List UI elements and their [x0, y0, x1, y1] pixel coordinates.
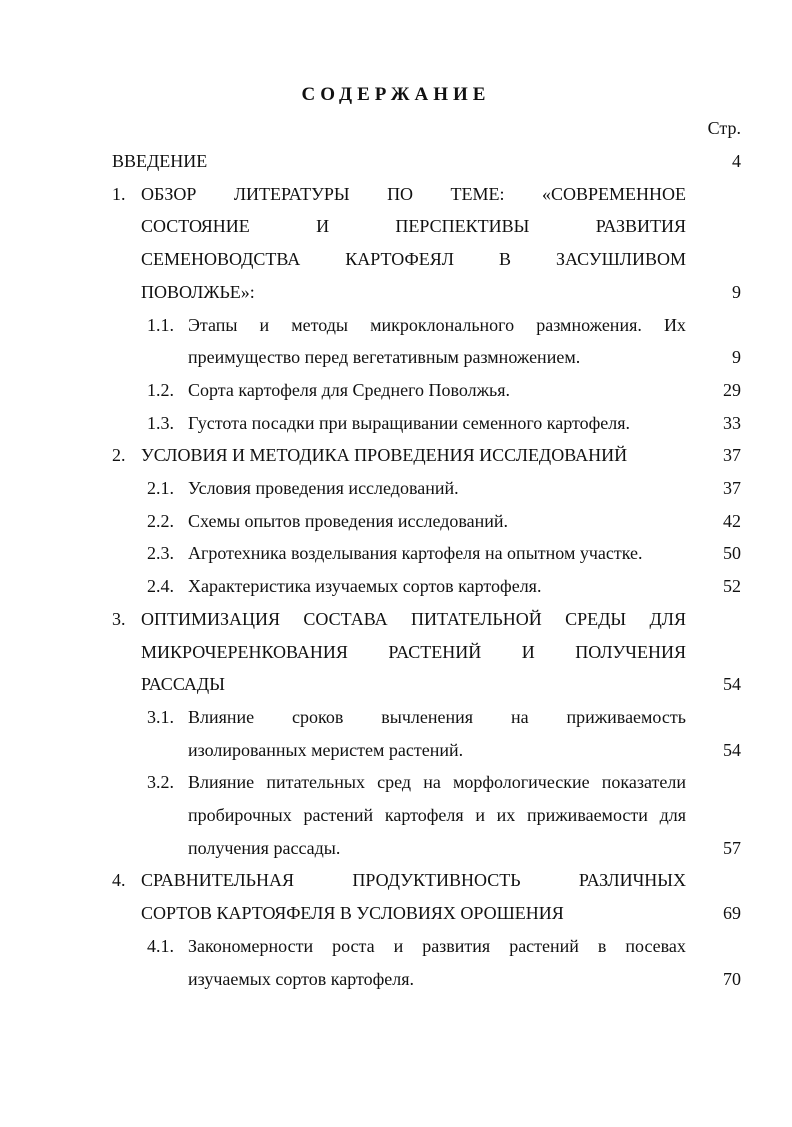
word: РАСТЕНИЙ: [388, 641, 482, 662]
word: и: [393, 935, 404, 956]
toc-entry-page: 37: [723, 445, 741, 466]
word: ОПТИМИЗАЦИЯ: [141, 608, 281, 629]
toc-entry-text-line: [141, 866, 686, 894]
word: КАРТОФЕЯЛ: [345, 249, 454, 270]
toc-entry-text-line: УСЛОВИЯ И МЕТОДИКА ПРОВЕДЕНИЯ ИССЛЕДОВАНИЙ: [141, 445, 628, 466]
toc-entry-text-line: [188, 703, 686, 731]
word: в: [597, 935, 607, 956]
toc-entry-number: 4.: [112, 870, 126, 891]
toc-entry-text-line: изучаемых сортов картофеля.: [188, 968, 415, 989]
toc-entry-number: 1.2.: [147, 379, 174, 400]
word: морфологические: [452, 772, 590, 793]
word: сроков: [292, 706, 344, 727]
word: на: [423, 772, 441, 793]
word: посевах: [625, 935, 686, 956]
word: растений: [509, 935, 579, 956]
toc-entry-text-line: преимущество перед вегетативным размножением.: [188, 347, 581, 368]
toc-entry-number: 1.: [112, 183, 126, 204]
word: В: [498, 249, 511, 270]
toc-entry-page: 4: [732, 151, 741, 171]
word: показатели: [601, 772, 686, 793]
word: для: [659, 805, 686, 825]
word: И: [521, 641, 535, 662]
word: ПО: [387, 183, 414, 204]
toc-entry-number: 3.1.: [147, 706, 174, 727]
word: методы: [291, 314, 348, 335]
word: ПРОДУКТИВНОСТЬ: [352, 870, 521, 891]
toc-entry-number: 3.: [112, 608, 126, 629]
toc-entry-number: 2.1.: [147, 478, 174, 498]
word: Влияние: [188, 706, 255, 727]
toc-entry-number: 4.1.: [147, 935, 174, 956]
toc-entry-text-line: Сорта картофеля для Среднего Поволжья.: [188, 379, 511, 400]
toc-entry-text-line: [188, 768, 686, 796]
word: картофеля: [384, 805, 464, 825]
toc-entry-page: 69: [723, 903, 741, 924]
toc-entry-page: 54: [723, 739, 741, 760]
word: ПЕРСПЕКТИВЫ: [395, 216, 530, 237]
word: и: [259, 314, 270, 335]
word: размножения.: [536, 314, 642, 335]
word: ПОЛУЧЕНИЯ: [575, 641, 686, 662]
toc-entry-title: ВВЕДЕНИЕ: [112, 151, 208, 171]
word: РАЗЛИЧНЫХ: [578, 870, 686, 891]
toc-entry-page: 57: [723, 837, 741, 858]
word: РАЗВИТИЯ: [595, 216, 686, 237]
word: СОСТАВА: [303, 608, 388, 629]
word: развития: [422, 935, 491, 956]
toc-entry-number: 2.3.: [147, 543, 174, 564]
word: приживаемость: [566, 706, 686, 727]
toc-entry-number: 1.3.: [147, 412, 174, 433]
toc-entry-page: 52: [723, 576, 741, 597]
toc-entry-text-line: СОРТОВ КАРТОЯФЕЛЯ В УСЛОВИЯХ ОРОШЕНИЯ: [141, 903, 564, 924]
toc-entry-page: 9: [732, 347, 741, 368]
page-column-header: Стр.: [707, 118, 741, 138]
word: пробирочных: [188, 805, 292, 825]
word: Влияние: [188, 772, 255, 793]
toc-entry-number: 3.2.: [147, 772, 174, 793]
toc-entry-page: 29: [723, 379, 741, 400]
word: приживаемости: [526, 805, 648, 825]
word: ДЛЯ: [649, 608, 686, 629]
toc-entry-page: 42: [723, 510, 741, 531]
toc-entry-text-line: [141, 638, 686, 666]
toc-title: СОДЕРЖАНИЕ: [301, 84, 491, 105]
toc-entry-number: 2.4.: [147, 576, 174, 597]
toc-entry-number: 2.: [112, 445, 126, 466]
toc-entry-text-line: [188, 801, 686, 829]
toc-entry-page: 9: [732, 281, 741, 302]
toc-entry-page: 37: [723, 478, 741, 498]
word: микроклонального: [370, 314, 515, 335]
word: на: [510, 706, 529, 727]
word: и: [475, 805, 485, 825]
toc-entry-text-line: [141, 180, 686, 208]
toc-entry-number: 2.2.: [147, 510, 174, 531]
word: ЛИТЕРАТУРЫ: [233, 183, 350, 204]
word: СРЕДЫ: [565, 608, 627, 629]
toc-entry-text-line: Агротехника возделывания картофеля на опытном участке.: [188, 543, 643, 564]
word: И: [316, 216, 330, 237]
word: ПИТАТЕЛЬНОЙ: [410, 608, 542, 629]
toc-entry-text-line: ПОВОЛЖЬЕ»:: [141, 281, 255, 302]
word: Закономерности: [188, 935, 314, 956]
toc-entry-text-line: Густота посадки при выращивании семенного картофеля.: [188, 412, 631, 433]
word: питательных: [266, 772, 365, 793]
word: роста: [332, 935, 375, 956]
word: СРАВНИТЕЛЬНАЯ: [141, 870, 295, 891]
word: ОБЗОР: [141, 183, 197, 204]
toc-entry-text-line: [141, 605, 686, 633]
toc-entry-text-line: [188, 311, 686, 339]
toc-entry-text-line: получения рассады.: [188, 837, 341, 858]
toc-entry-text-line: Схемы опытов проведения исследований.: [188, 510, 509, 531]
toc-entry-text-line: РАССАДЫ: [141, 674, 225, 695]
toc-entry-text-line: [141, 212, 686, 240]
word: СЕМЕНОВОДСТВА: [141, 249, 301, 270]
word: «СОВРЕМЕННОЕ: [541, 183, 686, 204]
toc-entry-text-line: Условия проведения исследований.: [188, 478, 459, 498]
word: Этапы: [188, 314, 238, 335]
toc-entry-page: 70: [723, 968, 741, 989]
word: ЗАСУШЛИВОМ: [555, 249, 686, 270]
toc-entry-text-line: [188, 932, 686, 960]
toc-entry-text-line: [141, 245, 686, 273]
word: растений: [303, 805, 374, 825]
toc-entry-page: 54: [723, 674, 741, 695]
toc-entry-page: 33: [723, 412, 741, 433]
word: ТЕМЕ:: [450, 183, 505, 204]
toc-entry-text-line: Характеристика изучаемых сортов картофеля.: [188, 576, 542, 597]
word: их: [496, 805, 516, 825]
toc-entry-number: 1.1.: [147, 314, 174, 335]
word: МИКРОЧЕРЕНКОВАНИЯ: [141, 641, 348, 662]
toc-entry-page: 50: [723, 543, 741, 564]
word: сред: [377, 772, 412, 793]
word: СОСТОЯНИЕ: [141, 216, 250, 237]
word: Их: [663, 314, 686, 335]
word: вычленения: [381, 706, 474, 727]
toc-entry-text-line: изолированных меристем растений.: [188, 739, 464, 760]
